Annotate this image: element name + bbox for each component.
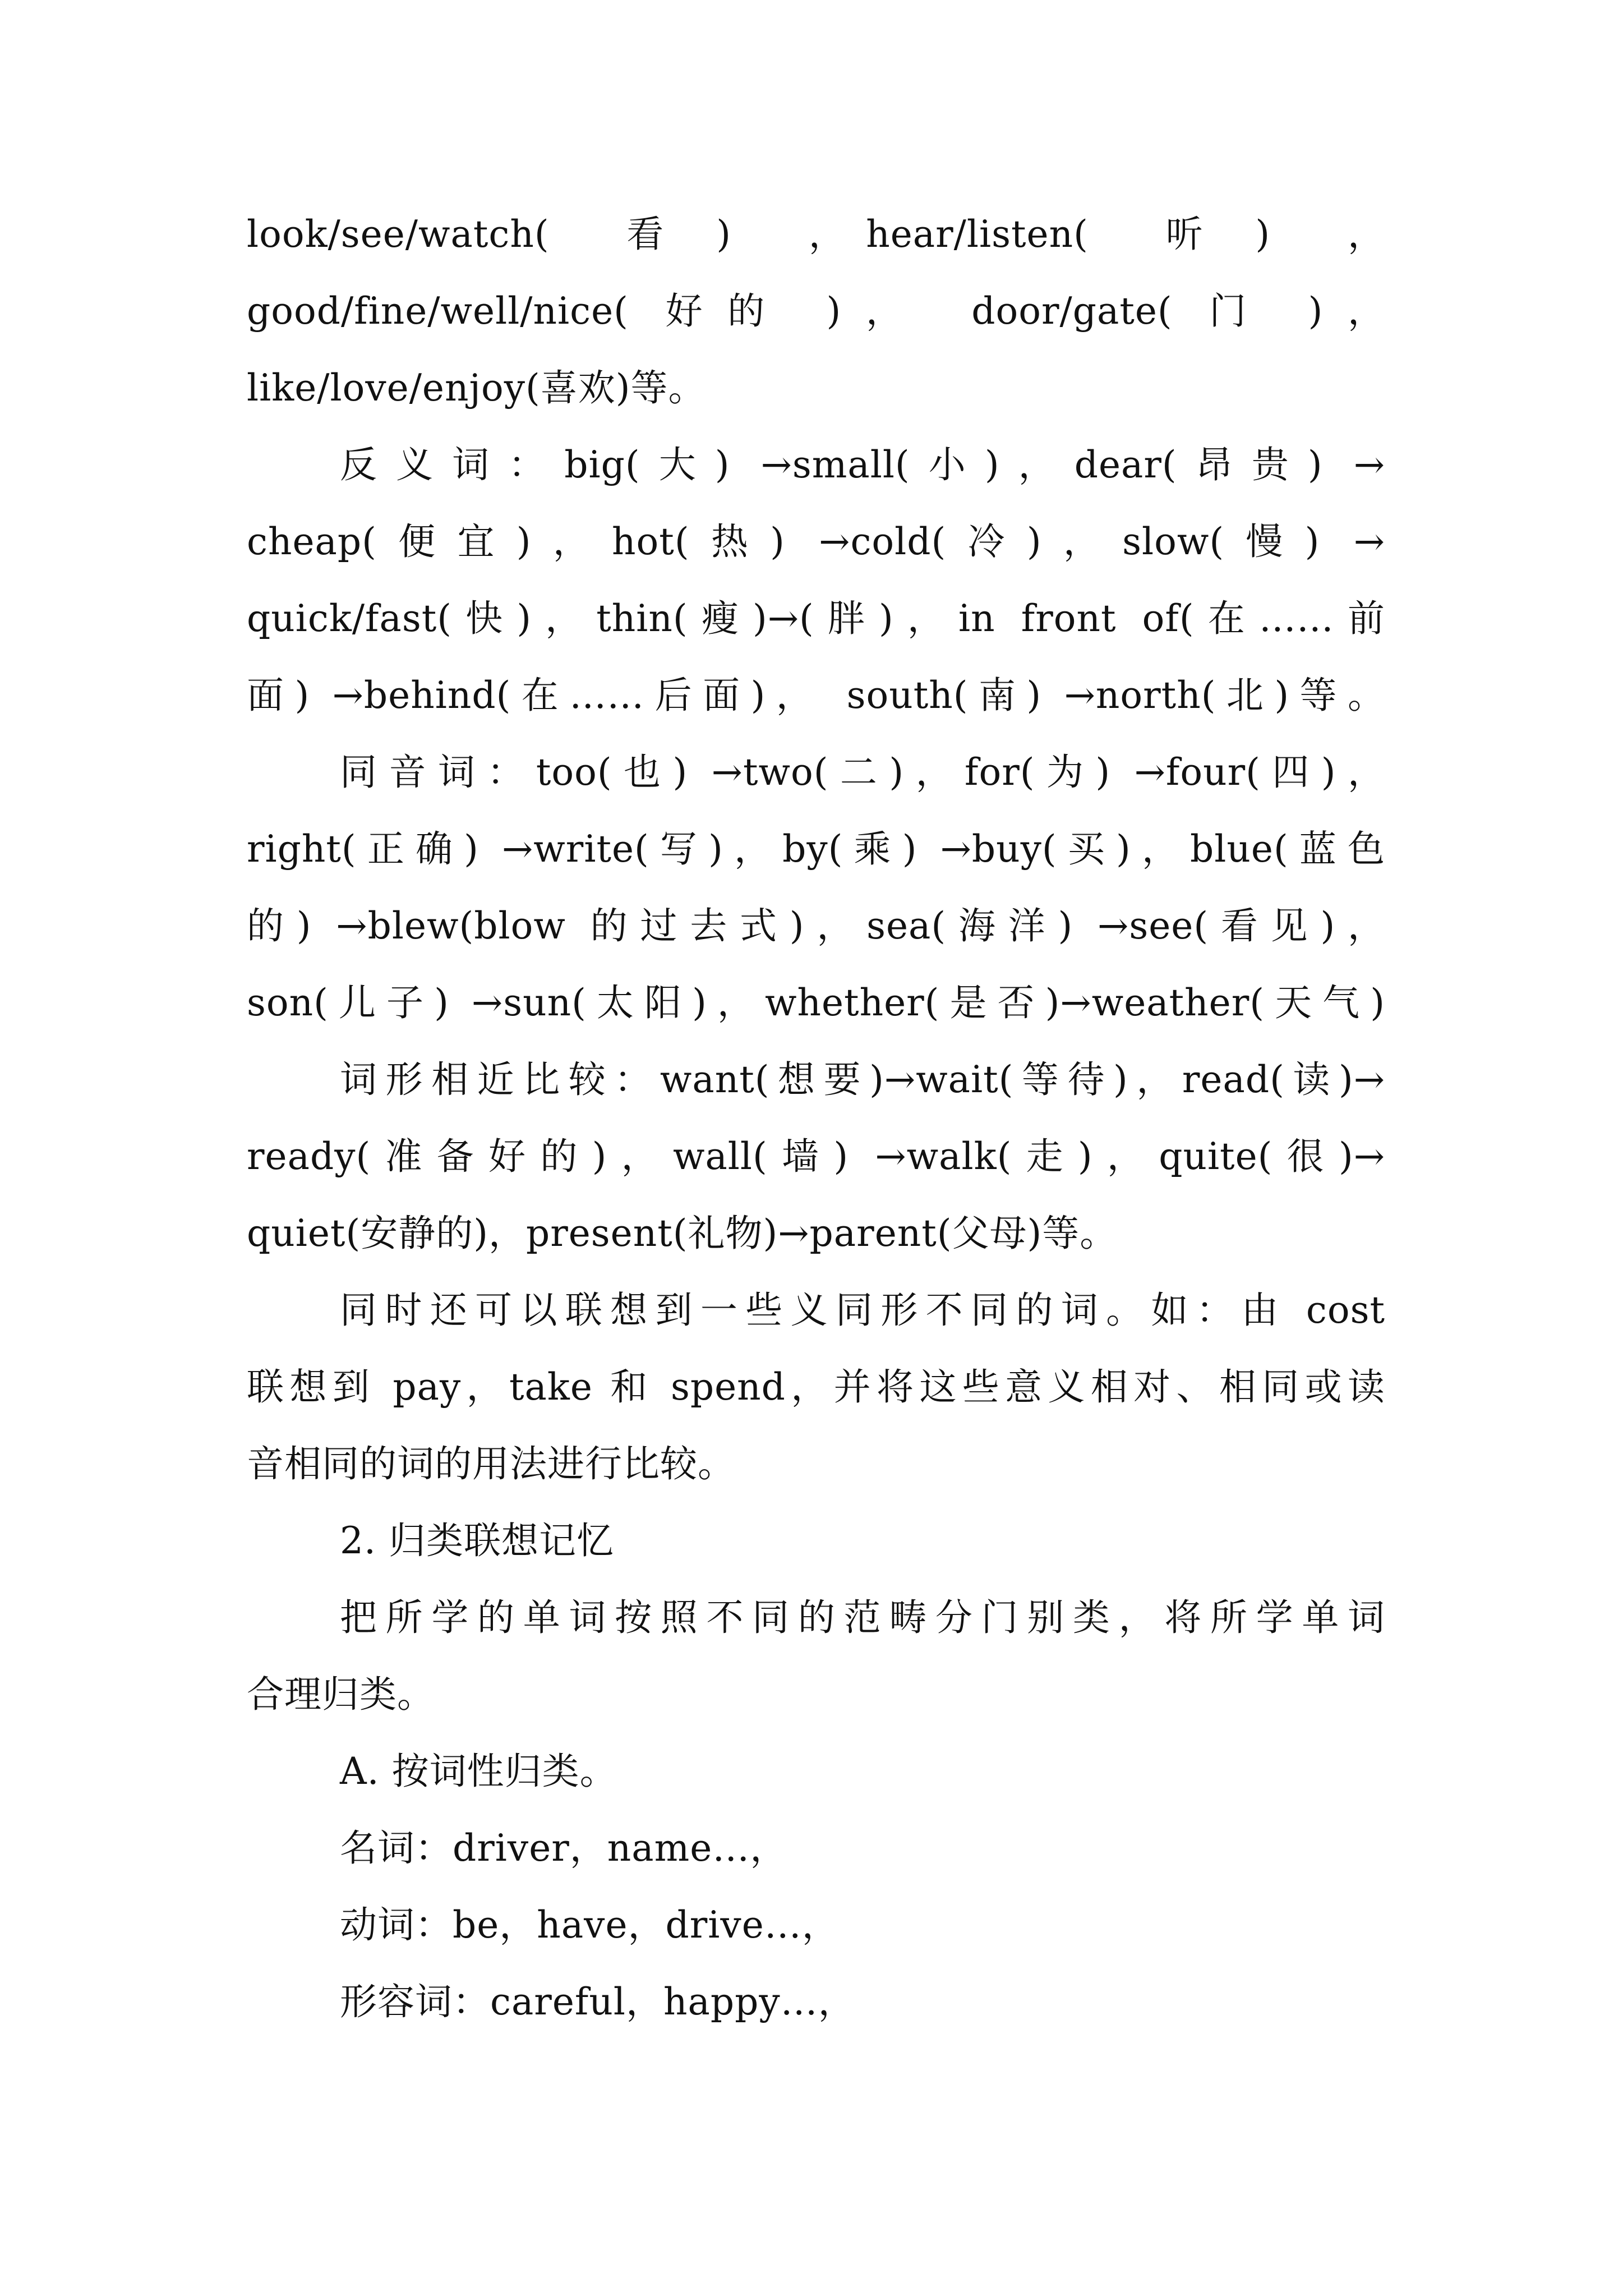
synonym-line-3: like/love/enjoy(喜欢)等。 [247, 366, 706, 409]
section-heading-classification: 2. 归类联想记忆 [340, 1519, 614, 1562]
synonym-line-2: good/fine/well/nice( 好的 )， door/gate( 门 )， [247, 289, 1385, 333]
antonym-line-3: quick/fast(快)，thin(瘦)→(胖)，in front of(在……前 [247, 597, 1385, 640]
association-line-1: 同时还可以联想到一些义同形不同的词。如：由 cost [340, 1289, 1385, 1332]
verbs-line: 动词：be，have，drive…， [340, 1903, 840, 1947]
similar-form-line-2: ready(准备好的)，wall(墙) →walk(走)，quite(很)→ [247, 1135, 1385, 1178]
homophone-line-3: 的) →blew(blow 的过去式)，sea(海洋) →see(看见)， [247, 904, 1385, 947]
homophone-line-2: right(正确) →write(写)，by(乘) →buy(买)，blue(蓝色 [247, 827, 1385, 871]
adjectives-line: 形容词：careful，happy…， [340, 1980, 856, 2023]
association-line-3: 音相同的词的用法进行比较。 [247, 1442, 735, 1485]
homophone-line-1: 同音词：too(也) →two(二)，for(为) →four(四)， [340, 751, 1385, 794]
document-page [247, 213, 1385, 2177]
subheading-part-of-speech: A. 按词性归类。 [340, 1750, 617, 1793]
antonym-line-1: 反义词：big(大) →small(小)，dear(昂贵) → [340, 443, 1385, 486]
association-line-2: 联想到 pay，take 和 spend，并将这些意义相对、相同或读 [247, 1365, 1385, 1409]
homophone-line-4: son(儿子) →sun(太阳)，whether(是否)→weather(天气) [247, 981, 1385, 1024]
classification-line-2: 合理归类。 [247, 1673, 435, 1716]
synonym-line-1: look/see/watch( 看 ) ，hear/listen( 听 ) ， [247, 213, 1385, 256]
classification-line-1: 把所学的单词按照不同的范畴分门别类，将所学单词 [340, 1596, 1385, 1639]
similar-form-line-3: quiet(安静的)，present(礼物)→parent(父母)等。 [247, 1212, 1118, 1255]
antonym-line-2: cheap(便宜)，hot(热) →cold(冷)，slow(慢) → [247, 520, 1385, 563]
nouns-line: 名词：driver，name…， [340, 1826, 788, 1870]
similar-form-line-1: 词形相近比较：want(想要)→wait(等待)，read(读)→ [340, 1058, 1385, 1101]
antonym-line-4: 面) →behind(在……后面)， south(南) →north(北)等。 [247, 674, 1385, 717]
